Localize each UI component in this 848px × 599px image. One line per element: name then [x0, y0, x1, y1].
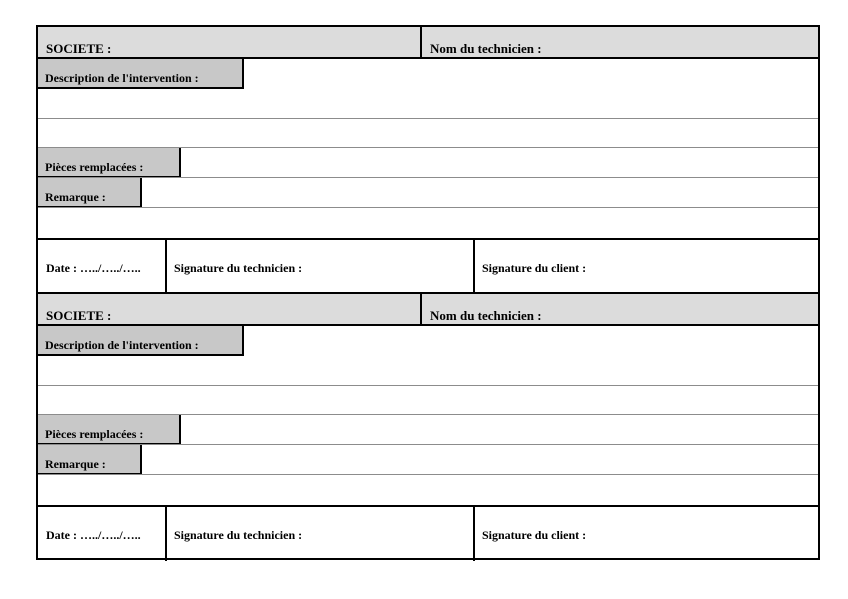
remarque-line[interactable]: [38, 474, 818, 475]
footer-divider: [473, 507, 475, 561]
remarque-label-box: [38, 178, 142, 208]
description-line[interactable]: [38, 118, 818, 119]
societe-field[interactable]: [38, 294, 422, 325]
technicien-label: Nom du technicien :: [430, 308, 542, 323]
remarque-line[interactable]: [38, 207, 818, 208]
footer-divider: [165, 507, 167, 561]
pieces-label-box: [38, 148, 181, 178]
description-label: Description de l'intervention :: [45, 338, 199, 352]
form-footer: [38, 240, 818, 294]
form-header: [38, 294, 818, 325]
remarque-label: Remarque :: [45, 190, 106, 204]
pieces-label: Pièces remplacées :: [45, 427, 144, 441]
form-footer: [38, 507, 818, 561]
pieces-label: Pièces remplacées :: [45, 160, 144, 174]
pieces-line[interactable]: [38, 177, 818, 178]
signature-client-label[interactable]: Signature du client :: [482, 528, 587, 542]
date-label[interactable]: Date : …../…../…..: [46, 528, 141, 542]
technicien-label: Nom du technicien :: [430, 41, 542, 56]
signature-client-label[interactable]: Signature du client :: [482, 261, 587, 275]
remarque-label: Remarque :: [45, 457, 106, 471]
intervention-form-2: [36, 292, 820, 560]
societe-field[interactable]: [38, 27, 422, 58]
form-header: [38, 27, 818, 58]
footer-divider: [165, 240, 167, 294]
pieces-line[interactable]: [38, 444, 818, 445]
intervention-form-1: [36, 25, 820, 293]
description-label-box: [38, 59, 244, 89]
footer-divider: [473, 240, 475, 294]
description-label: Description de l'intervention :: [45, 71, 199, 85]
signature-technicien-label[interactable]: Signature du technicien :: [174, 528, 303, 542]
pieces-label-box: [38, 415, 181, 445]
technicien-field[interactable]: [422, 294, 818, 325]
technicien-field[interactable]: [422, 27, 818, 58]
date-label[interactable]: Date : …../…../…..: [46, 261, 141, 275]
remarque-label-box: [38, 445, 142, 475]
signature-technicien-label[interactable]: Signature du technicien :: [174, 261, 303, 275]
societe-label: SOCIETE :: [46, 41, 112, 56]
description-line[interactable]: [38, 385, 818, 386]
description-label-box: [38, 326, 244, 356]
societe-label: SOCIETE :: [46, 308, 112, 323]
